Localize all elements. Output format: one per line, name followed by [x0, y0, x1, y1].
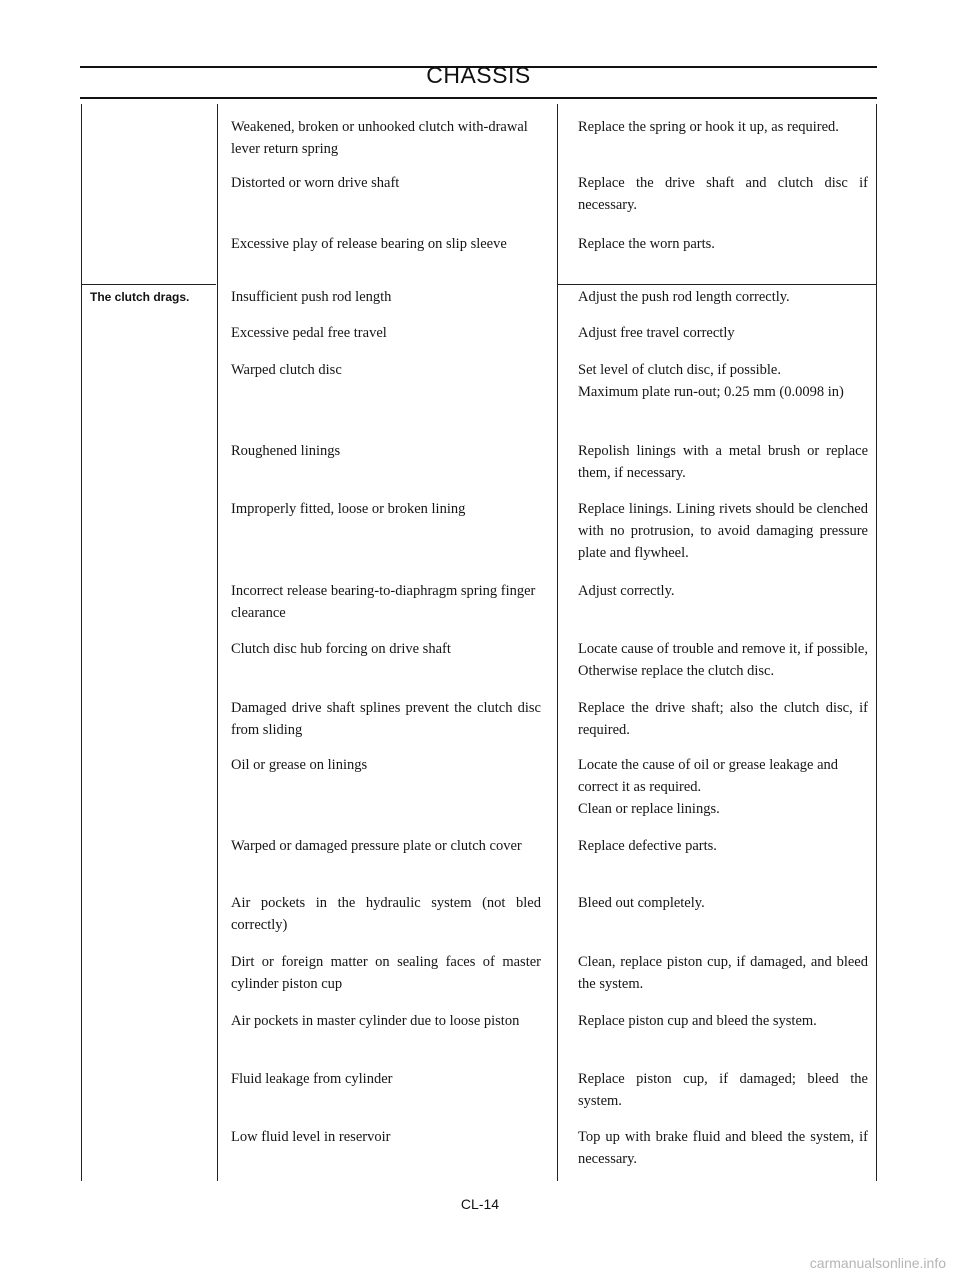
table-right-border — [876, 104, 877, 1181]
cause-cell: Air pockets in master cylinder due to loose piston — [231, 1013, 520, 1029]
remedy-cell: Top up with brake fluid and bleed the system, if necessary. — [578, 1129, 868, 1167]
cause-cell: Excessive play of release bearing on slip sleeve — [231, 236, 507, 252]
symptom-column-divider — [217, 104, 218, 1181]
cause-cell: Warped or damaged pressure plate or clutch cover — [231, 838, 522, 854]
remedy-cell: Adjust free travel correctly — [578, 325, 735, 341]
cause-cell: Warped clutch disc — [231, 362, 342, 378]
remedy-cell: Bleed out completely. — [578, 895, 705, 911]
remedy-line: Maximum plate run-out; 0.25 mm (0.0098 in) — [578, 384, 844, 400]
remedy-line: Locate the cause of oil or grease leakage and correct it as required. — [578, 757, 839, 795]
cause-cell: Fluid leakage from cylinder — [231, 1071, 393, 1087]
watermark: carmanualsonline.info — [809, 1255, 946, 1271]
row-divider-left — [82, 284, 216, 285]
cause-cell: Incorrect release bearing-to-diaphragm spring finger clearance — [231, 583, 536, 621]
remedy-cell: Replace the drive shaft; also the clutch disc, if required. — [578, 700, 868, 738]
cause-cell: Insufficient push rod length — [231, 289, 392, 305]
cause-cell: Distorted or worn drive shaft — [231, 175, 400, 191]
cause-cell: Improperly fitted, loose or broken lining — [231, 501, 466, 517]
cause-cell: Low fluid level in reservoir — [231, 1129, 391, 1145]
remedy-cell: Locate cause of trouble and remove it, if possible, Otherwise replace the clutch disc. — [578, 641, 868, 679]
cause-cell: Dirt or foreign matter on sealing faces of master cylinder piston cup — [231, 954, 541, 992]
remedy-cell: Adjust correctly. — [578, 583, 675, 599]
cause-cell: Weakened, broken or unhooked clutch with-drawal lever return spring — [231, 119, 528, 157]
remedy-cell — [578, 359, 868, 403]
cause-cell: Oil or grease on linings — [231, 757, 368, 773]
table-left-border — [81, 104, 82, 1181]
remedy-cell: Replace defective parts. — [578, 838, 717, 854]
header-rule-bottom — [80, 97, 877, 99]
cause-cell: Damaged drive shaft splines prevent the clutch disc from sliding — [231, 700, 541, 738]
page-header — [80, 60, 877, 88]
remedy-line: Clean or replace linings. — [578, 801, 720, 817]
remedy-cell — [578, 754, 868, 820]
remedy-cell: Replace the spring or hook it up, as required. — [578, 119, 839, 135]
remedy-cell: Replace the drive shaft and clutch disc if necessary. — [578, 175, 868, 213]
symptom-label: The clutch drags. — [90, 290, 190, 304]
remedy-cell: Replace piston cup, if damaged; bleed the system. — [578, 1071, 868, 1109]
remedy-line: Set level of clutch disc, if possible. — [578, 362, 781, 378]
cause-column-divider — [557, 104, 558, 1181]
remedy-cell: Replace piston cup and bleed the system. — [578, 1013, 817, 1029]
cause-cell: Roughened linings — [231, 443, 341, 459]
page-number: CL-14 — [460, 1196, 500, 1212]
cause-cell: Air pockets in the hydraulic system (not bled correctly) — [231, 895, 541, 933]
page-title: CHASSIS — [426, 62, 531, 88]
remedy-cell: Replace linings. Lining rivets should be clenched with no protrusion, to avoid damaging pressure plate and flywheel. — [578, 501, 868, 561]
cause-cell: Excessive pedal free travel — [231, 325, 387, 341]
remedy-cell: Clean, replace piston cup, if damaged, and bleed the system. — [578, 954, 868, 992]
remedy-cell: Replace the worn parts. — [578, 236, 715, 252]
remedy-cell: Adjust the push rod length correctly. — [578, 289, 790, 305]
row-divider-right — [558, 284, 876, 285]
remedy-cell: Repolish linings with a metal brush or replace them, if necessary. — [578, 443, 868, 481]
cause-cell: Clutch disc hub forcing on drive shaft — [231, 641, 451, 657]
